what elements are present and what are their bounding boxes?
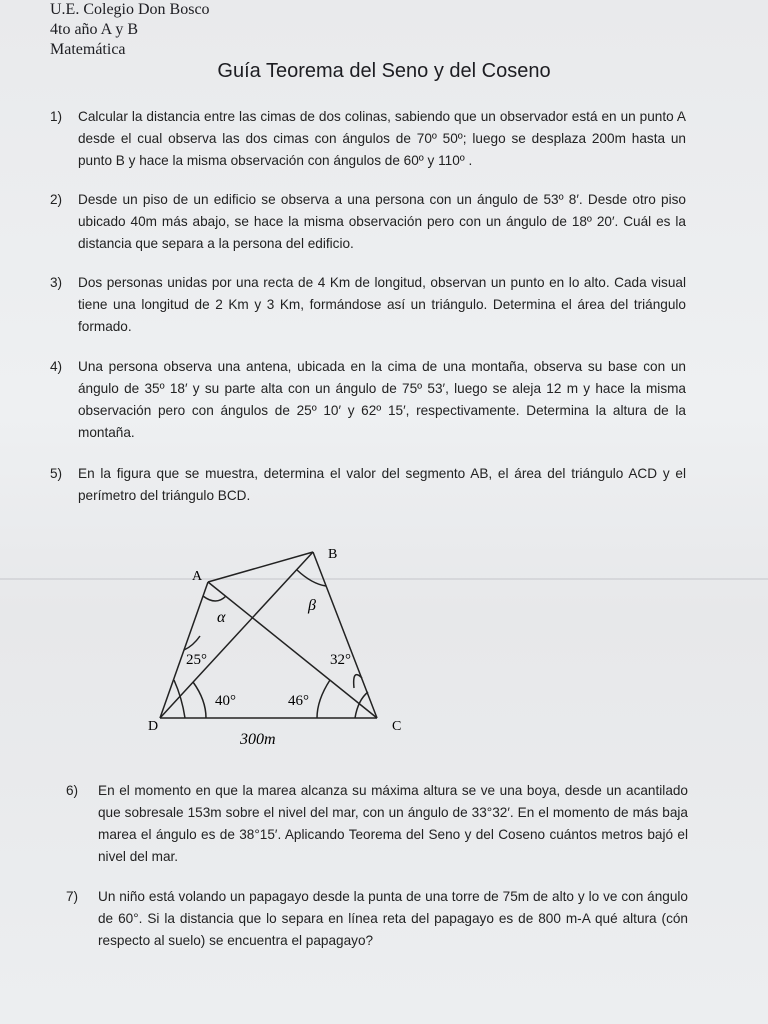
vertex-label-d: D (148, 719, 159, 734)
vertex-label-c: C (392, 719, 402, 734)
school-name: U.E. Colegio Don Bosco (50, 1, 210, 18)
vertex-label-a: A (192, 569, 203, 584)
question-text: Calcular la distancia entre las cimas de dos colinas, sabiendo que un observador está en un punto A desde el cual observa las dos cimas con ángulos de 70º 50º; luego se desplaza 200m hasta un punto B y hace la misma observación con ángulos de 60º y 110º . (78, 109, 686, 168)
angle-arc-d (174, 680, 185, 718)
angle-arc-46 (317, 680, 330, 718)
question-text: Dos personas unidas por una recta de 4 Km de longitud, observan un punto en lo alto. Cada visual tiene una longitud de 2 Km y 3 Km, formándose así un triángulo. Determina el área del triángulo formado. (78, 275, 686, 334)
question-text: En el momento en que la marea alcanza su máxima altura se ve una boya, desde un acantilado que sobresale 153m sobre el nivel del mar, con un ángulo de 33°32′. En el momento de más baja marea el ángulo es de 38°15′. Aplicando Teorema del Seno y del Coseno cuántos metros bajó el nivel del mar. (98, 783, 688, 864)
angle-label-25: 25° (186, 652, 207, 668)
question-4 (50, 356, 686, 444)
question-text: En la figura que se muestra, determina el valor del segmento AB, el área del triángulo ACD y el perímetro del triángulo BCD. (78, 466, 686, 503)
angle-label-40: 40° (215, 693, 236, 709)
question-6 (66, 780, 688, 868)
segment-ab (208, 552, 313, 582)
question-text: Una persona observa una antena, ubicada en la cima de una montaña, observa su base con un ángulo de 35º 18′ y su parte alta con un ángulo de 75º 53′, luego se aleja 12 m y hace la misma observación pero con ángulos de 25º 10′ y 62º 15′, respectivamente. Determina la altura de la montaña. (78, 359, 686, 440)
question-number: 7) (66, 889, 79, 904)
angle-arc-alpha (203, 596, 226, 601)
angle-label-46: 46° (288, 693, 309, 709)
document-header (50, 0, 210, 60)
angle-arc-40 (193, 682, 206, 718)
question-text: Un niño está volando un papagayo desde la punta de una torre de 75m de alto y lo ve con ángulo de 60°. Si la distancia que lo separa en línea reta del papagayo es de 800 m-A qué altura (cón respecto al suelo) se encuentra el papagayo? (98, 889, 688, 948)
question-number: 5) (50, 466, 63, 481)
page-title: Guía Teorema del Seno y del Coseno (217, 60, 551, 82)
base-length-label: 300m (240, 731, 276, 748)
question-3 (50, 272, 686, 338)
triangle-figure (140, 540, 420, 755)
question-5 (50, 463, 686, 507)
angle-label-beta: β (308, 597, 316, 614)
angle-label-alpha: α (217, 609, 226, 626)
question-2 (50, 189, 686, 255)
angle-arc-32 (354, 675, 362, 688)
subject-line: Matemática (50, 41, 126, 58)
question-number: 2) (50, 192, 63, 207)
question-number: 1) (50, 109, 63, 124)
grade-line: 4to año A y B (50, 21, 139, 38)
question-number: 3) (50, 275, 63, 290)
vertex-label-b: B (328, 547, 338, 562)
question-number: 6) (66, 783, 79, 798)
question-number: 4) (50, 359, 63, 374)
angle-label-32: 32° (330, 652, 351, 668)
question-7 (66, 886, 688, 952)
question-text: Desde un piso de un edificio se observa a una persona con un ángulo de 53º 8′. Desde otro piso ubicado 40m más abajo, se hace la misma observación pero con un ángulo de 18º 20′. Cuál es la distancia que separa a la persona del edificio. (78, 192, 686, 251)
question-1 (50, 106, 686, 172)
